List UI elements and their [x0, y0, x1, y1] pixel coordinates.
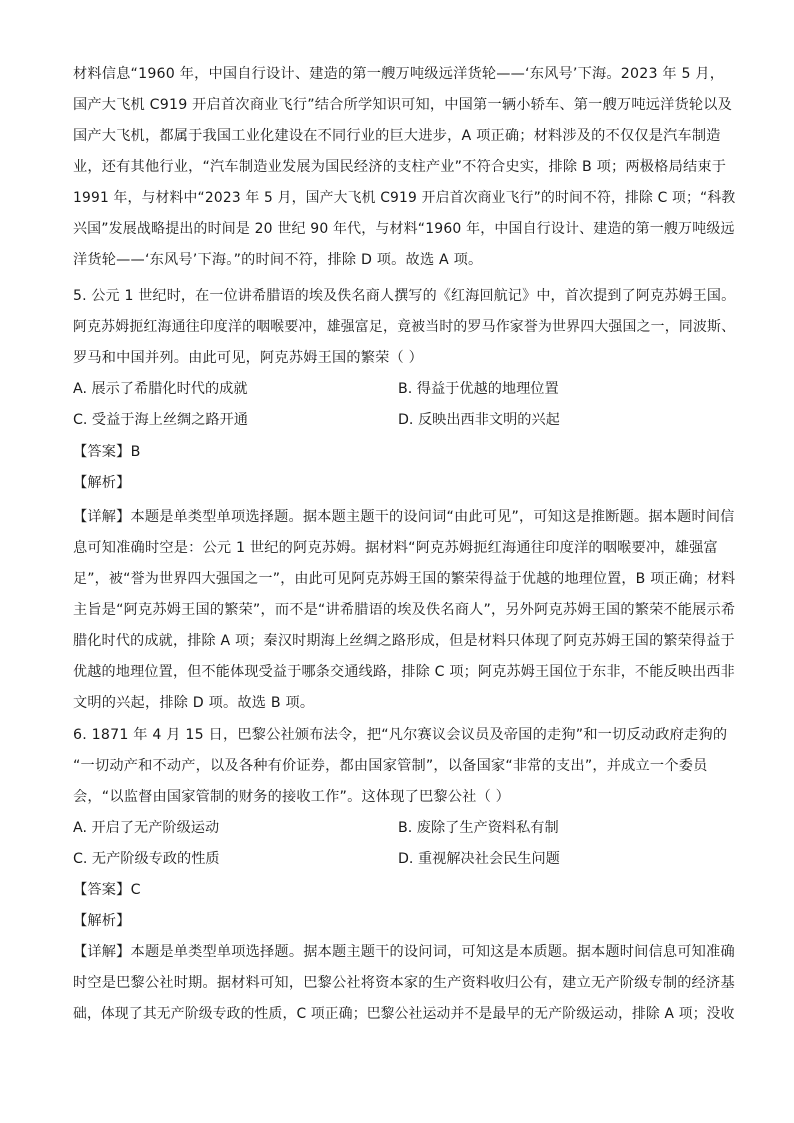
q6-detail-line: 时空是巴黎公社时期。据材料可知，巴黎公社将资本家的生产资料收归公有，建立无产阶级专制的经济基	[73, 975, 735, 991]
q6-option-b: B. 废除了生产资料私有制	[398, 820, 559, 836]
q6-answer	[73, 880, 141, 900]
q5-detail-line: 腊化时代的成就，排除 A 项；秦汉时期海上丝绸之路形成，但是材料只体现了阿克苏姆王国的繁荣得益于	[73, 633, 735, 649]
q6-stem-line: 会，“以监督由国家管制的财务的接收工作”。这体现了巴黎公社（ ）	[73, 789, 511, 805]
prev-explanation-line: 1991 年，与材料中“2023 年 5 月，国产大飞机 C919 开启首次商业飞行”的时间不符，排除 C 项；“科教	[73, 190, 736, 206]
prev-explanation-line: 材料信息“1960 年，中国自行设计、建造的第一艘万吨级远洋货轮——‘东风号’下海。2023 年 5 月，	[73, 66, 725, 82]
q5-stem-line: 罗马和中国并列。由此可见，阿克苏姆王国的繁荣（ ）	[73, 350, 424, 366]
q6-option-c: C. 无产阶级专政的性质	[73, 851, 220, 867]
q6-detail-line: 【详解】本题是单类型单项选择题。据本题主题干的设问词，可知这是本质题。据本题时间信息可知准确	[73, 944, 735, 960]
q6-detail-line: 础，体现了其无产阶级专政的性质，C 项正确；巴黎公社运动并不是最早的无产阶级运动，排除 A 项；没收	[73, 1006, 735, 1022]
q5-detail-line: 足”，被“誉为世界四大强国之一”，由此可见阿克苏姆王国的繁荣得益于优越的地理位置，B 项正确；材料	[73, 571, 736, 587]
q6-option-d: D. 重视解决社会民生问题	[398, 851, 560, 867]
prev-explanation-line: 国产大飞机 C919 开启首次商业飞行”结合所学知识可知，中国第一辆小轿车、第一艘万吨远洋货轮以及	[73, 97, 733, 113]
q5-stem-line: 5. 公元 1 世纪时，在一位讲希腊语的埃及佚名商人撰写的《红海回航记》中，首次提到了阿克苏姆王国。	[73, 288, 736, 304]
q5-option-d: D. 反映出西非文明的兴起	[398, 412, 560, 428]
q5-answer	[73, 442, 141, 462]
q6-analysis-label: 【解析】	[73, 913, 131, 929]
q5-option-c: C. 受益于海上丝绸之路开通	[73, 412, 248, 428]
q5-analysis-label: 【解析】	[73, 475, 131, 491]
answer-label: 【答案】	[73, 882, 131, 898]
q6-option-a: A. 开启了无产阶级运动	[73, 820, 220, 836]
prev-explanation-line: 国产大飞机，都属于我国工业化建设在不同行业的巨大进步，A 项正确；材料涉及的不仅仅是汽车制造	[73, 128, 721, 144]
q6-stem-line: 6. 1871 年 4 月 15 日，巴黎公社颁布法令，把“凡尔赛议会议员及帝国的走狗”和一切反动政府走狗的	[73, 727, 728, 743]
answer-value: C	[130, 882, 141, 898]
answer-label: 【答案】	[73, 444, 131, 460]
answer-value: B	[130, 444, 141, 460]
q5-option-a: A. 展示了希腊化时代的成就	[73, 381, 248, 397]
q5-detail-line: 文明的兴起，排除 D 项。故选 B 项。	[73, 695, 315, 711]
q5-stem-line: 阿克苏姆扼红海通往印度洋的咽喉要冲，雄强富足，竟被当时的罗马作家誉为世界四大强国之一，同波斯、	[73, 319, 736, 335]
prev-explanation-line: 业，还有其他行业，“汽车制造业发展为国民经济的支柱产业”不符合史实，排除 B 项；两极格局结束于	[73, 159, 727, 175]
q5-detail-line: 【详解】本题是单类型单项选择题。据本题主题干的设问词“由此可见”，可知这是推断题。据本题时间信	[73, 509, 735, 525]
q5-option-b: B. 得益于优越的地理位置	[398, 381, 559, 397]
q6-stem-line: “一切动产和不动产，以及各种有价证券，都由国家管制”，以备国家“非常的支出”，并成立一个委员	[73, 758, 708, 774]
q5-detail-line: 息可知准确时空是：公元 1 世纪的阿克苏姆。据材料“阿克苏姆扼红海通往印度洋的咽喉要冲，雄强富	[73, 540, 718, 556]
prev-explanation-line: 洋货轮——‘东风号’下海。”的时间不符，排除 D 项。故选 A 项。	[73, 252, 483, 268]
q5-detail-line: 优越的地理位置，但不能体现受益于哪条交通线路，排除 C 项；阿克苏姆王国位于东非，不能反映出西非	[73, 664, 735, 680]
prev-explanation-line: 兴国”发展战略提出的时间是 20 世纪 90 年代，与材料“1960 年，中国自行设计、建造的第一艘万吨级远	[73, 221, 735, 237]
q5-detail-line: 主旨是“阿克苏姆王国的繁荣”，而不是“讲希腊语的埃及佚名商人”，另外阿克苏姆王国的繁荣不能展示希	[73, 602, 736, 618]
